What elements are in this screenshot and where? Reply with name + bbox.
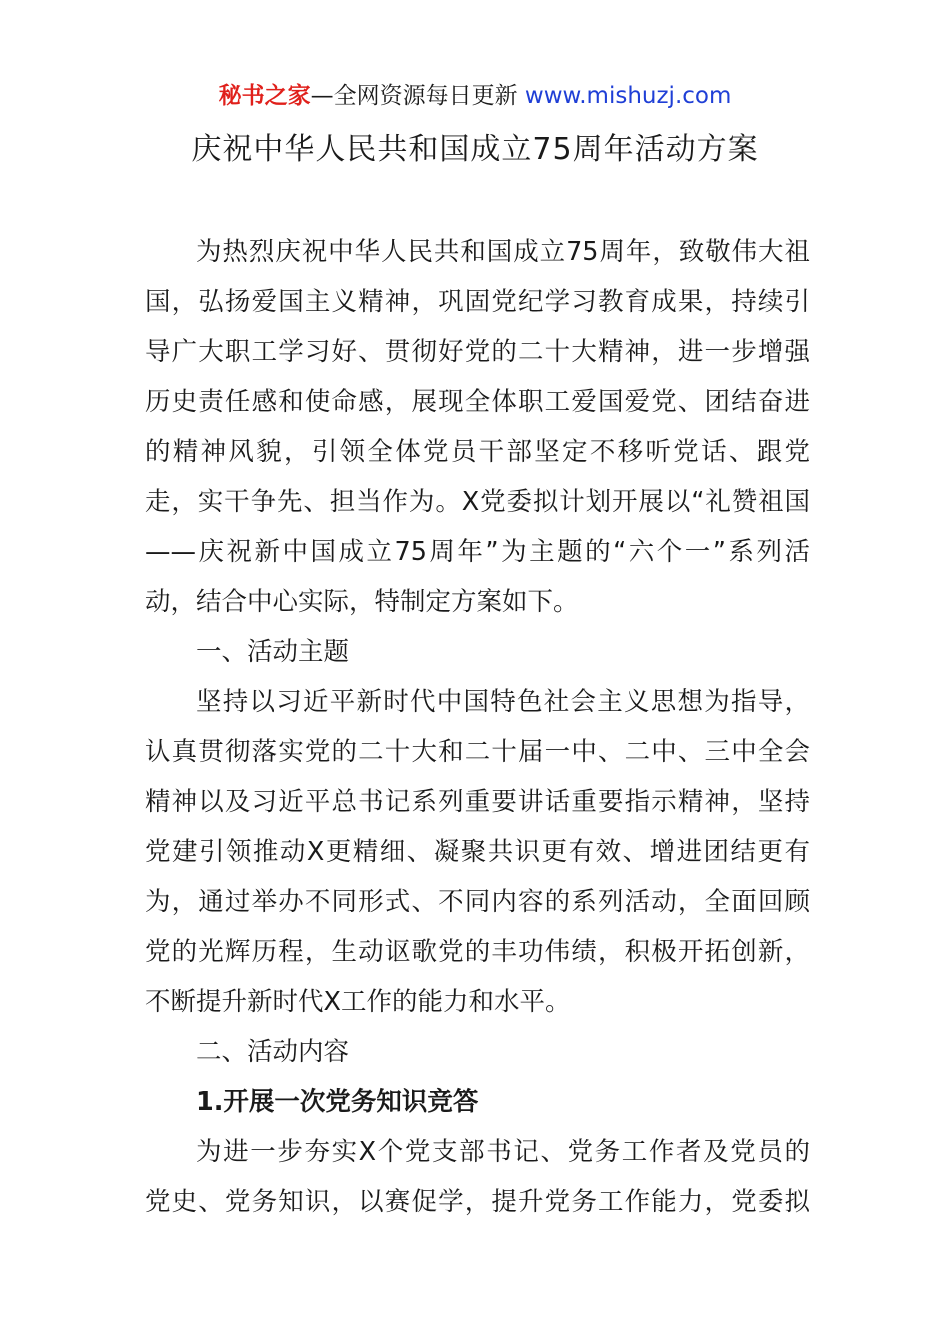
paragraph-theme-line: 为，通过举办不同形式、不同内容的系列活动，全面回顾 — [145, 887, 810, 917]
site-url-link[interactable]: www.mishuzj.com — [524, 83, 732, 109]
site-header — [0, 80, 950, 112]
paragraph-theme-line: 认真贯彻落实党的二十大和二十届一中、二中、三中全会 — [145, 737, 810, 767]
document-body — [145, 227, 810, 1227]
paragraph-theme-line: 党的光辉历程，生动讴歌党的丰功伟绩，积极开拓创新， — [145, 937, 810, 967]
paragraph-theme-line: 坚持以习近平新时代中国特色社会主义思想为指导， — [196, 687, 810, 717]
section-heading-theme: 一、活动主题 — [196, 637, 350, 667]
paragraph-theme-line: 党建引领推动X更精细、凝聚共识更有效、增进团结更有 — [145, 837, 810, 867]
paragraph-intro-line: 的精神风貌，引领全体党员干部坚定不移听党话、跟党 — [145, 437, 810, 467]
paragraph-intro-line: 走，实干争先、担当作为。X党委拟计划开展以“礼赞祖国 — [145, 487, 810, 517]
paragraph-intro-line: 国，弘扬爱国主义精神，巩固党纪学习教育成果，持续引 — [145, 287, 810, 317]
paragraph-quiz-line: 党史、党务知识，以赛促学，提升党务工作能力，党委拟 — [145, 1187, 810, 1217]
section-heading-content: 二、活动内容 — [196, 1037, 350, 1067]
paragraph-intro-line: 动，结合中心实际，特制定方案如下。 — [145, 587, 579, 617]
paragraph-theme-line: 不断提升新时代X工作的能力和水平。 — [145, 987, 571, 1017]
subsection-heading-quiz: 1.开展一次党务知识竞答 — [196, 1087, 479, 1117]
paragraph-theme-line: 精神以及习近平总书记系列重要讲话重要指示精神，坚持 — [145, 787, 810, 817]
paragraph-intro-line: 为热烈庆祝中华人民共和国成立75周年，致敬伟大祖 — [196, 237, 810, 267]
paragraph-quiz-line: 为进一步夯实X个党支部书记、党务工作者及党员的 — [196, 1137, 810, 1167]
site-brand: 秘书之家 — [218, 83, 311, 109]
paragraph-intro-line: 导广大职工学习好、贯彻好党的二十大精神，进一步增强 — [145, 337, 810, 367]
document-title: 庆祝中华人民共和国成立75周年活动方案 — [191, 132, 759, 167]
paragraph-intro-line: ——庆祝新中国成立75周年”为主题的“六个一”系列活 — [145, 537, 810, 567]
site-tagline: —全网资源每日更新 — [310, 83, 518, 109]
paragraph-intro-line: 历史责任感和使命感，展现全体职工爱国爱党、团结奋进 — [145, 387, 810, 417]
